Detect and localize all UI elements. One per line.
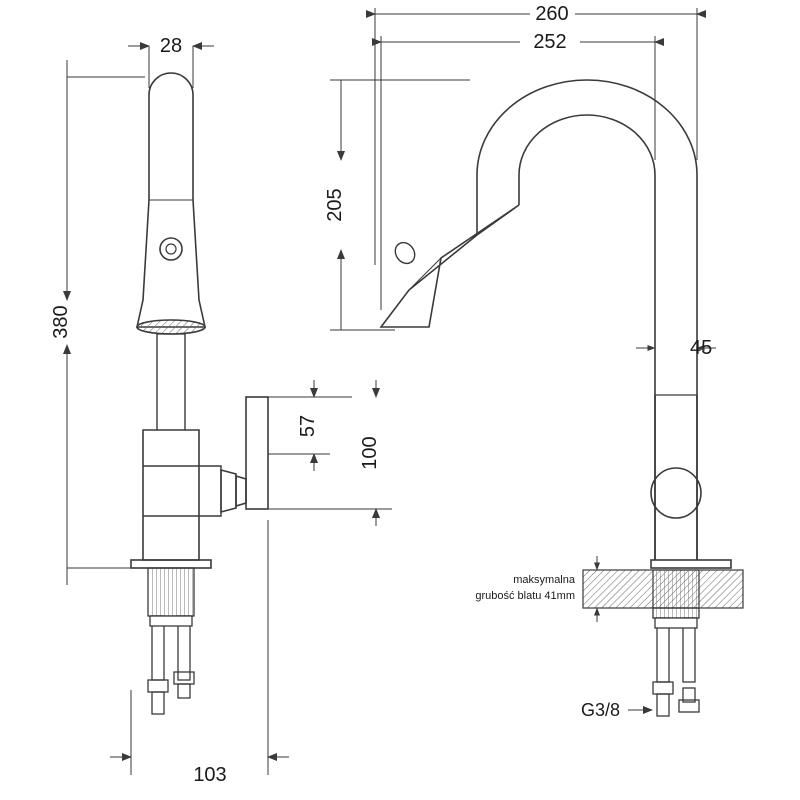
left-view-faucet	[131, 73, 268, 568]
dim-57: 57	[297, 414, 319, 438]
left-view-shank	[148, 568, 194, 616]
counter-note-line2: grubość blatu 41mm	[475, 590, 575, 602]
dim-252: 252	[533, 31, 567, 53]
dim-103: 103	[193, 764, 227, 786]
dim-100: 100	[359, 436, 381, 470]
right-view-tails	[653, 618, 699, 716]
left-view-tails	[148, 616, 194, 714]
right-view-faucet	[381, 80, 731, 568]
dim-28: 28	[159, 35, 183, 57]
counter-note-line1: maksymalna	[513, 574, 575, 586]
thread-label: G3/8	[580, 700, 620, 720]
dim-45: 45	[690, 337, 713, 359]
dimension-lines-left	[67, 46, 392, 775]
dim-380: 380	[50, 305, 72, 339]
dim-205: 205	[324, 188, 346, 222]
right-view-shank	[653, 608, 699, 618]
dim-260: 260	[535, 3, 569, 25]
countertop-section	[583, 570, 743, 608]
